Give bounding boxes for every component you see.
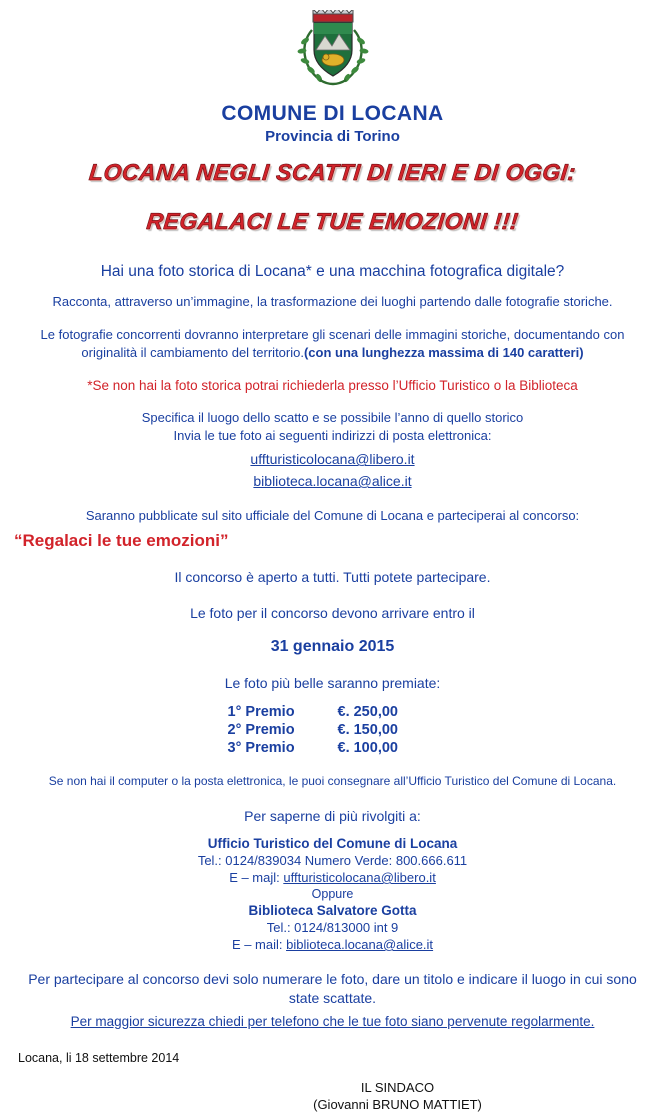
- email-link-biblioteca[interactable]: biblioteca.locana@alice.it: [253, 473, 412, 490]
- signature-block: [14, 1079, 651, 1114]
- prize-label: 2° Premio: [227, 721, 295, 738]
- contact-phone: Tel.: 0124/839034 Numero Verde: 800.666.611: [197, 852, 468, 868]
- coat-of-arms-icon: [290, 10, 376, 94]
- prize-row: [228, 740, 438, 756]
- specifica-line-1: Specifica il luogo dello scatto e se possibile l’anno di quello storico: [141, 410, 524, 426]
- wordart-title-line2: REGALACI LE TUE EMOZIONI !!!: [145, 208, 520, 234]
- contact-email-label: E – majl:: [229, 869, 280, 885]
- contact-name: Ufficio Turistico del Comune di Locana: [207, 835, 458, 851]
- place-and-date: Locana, li 18 settembre 2014: [18, 1050, 180, 1065]
- more-info-heading: Per saperne di più rivolgiti a:: [244, 807, 421, 824]
- contest-open-text: Il concorso è aperto a tutti. Tutti potete partecipare.: [174, 568, 491, 585]
- prize-list: [14, 704, 651, 756]
- security-note: Per maggior sicurezza chiedi per telefono che le tue foto siano pervenute regolarmente.: [70, 1013, 595, 1029]
- subtitle-provincia: Provincia di Torino: [265, 128, 400, 145]
- signature-title: IL SINDACO: [360, 1079, 435, 1095]
- deadline-label: Le foto per il concorso devono arrivare entro il: [190, 604, 475, 621]
- prize-value: €. 150,00: [337, 721, 398, 738]
- no-computer-note: Se non hai il computer o la posta elettronica, le puoi consegnare all’Ufficio Turistico del Comune di Locana.: [48, 773, 617, 788]
- signature-name: (Giovanni BRUNO MATTIET): [313, 1097, 482, 1113]
- wordart-title-line1: LOCANA NEGLI SCATTI DI IERI E DI OGGI:: [87, 159, 578, 185]
- intro-question: Hai una foto storica di Locana* e una macchina fotografica digitale?: [100, 263, 565, 280]
- prize-row: [228, 704, 438, 720]
- specifica-block: [14, 409, 651, 491]
- interpret-text: Le fotografie concorrenti dovranno interpretare gli scenari delle immagini storiche, documentando con originalità il cambiamento del territorio.: [40, 327, 625, 360]
- racconta-text: Racconta, attraverso un’immagine, la trasformazione dei luoghi partendo dalle fotografie storiche.: [52, 294, 613, 309]
- contact-phone: Tel.: 0124/813000 int 9: [266, 919, 399, 935]
- contact-email-label: E – mail:: [231, 936, 283, 952]
- saranno-pubblicate-text: Saranno pubblicate sul sito ufficiale del Comune di Locana e parteciperai al concorso:: [85, 507, 580, 523]
- contact-email-line: [14, 870, 651, 885]
- deadline-date: 31 gennaio 2015: [270, 637, 395, 655]
- interpret-bold-note: (con una lunghezza massima di 140 caratteri): [303, 344, 584, 360]
- specifica-line-2: Invia le tue foto ai seguenti indirizzi di posta elettronica:: [173, 427, 492, 443]
- prize-row: [228, 722, 438, 738]
- contact-email-link[interactable]: biblioteca.locana@alice.it: [286, 936, 434, 952]
- contest-name-quote: “Regalaci le tue emozioni”: [14, 530, 229, 550]
- crest-container: [14, 10, 651, 96]
- prizes-heading: Le foto più belle saranno premiate:: [224, 674, 441, 691]
- prize-value: €. 250,00: [337, 703, 398, 720]
- participation-instructions: Per partecipare al concorso devi solo numerare le foto, dare un titolo e indicare il luogo in cui sono state scattate.: [28, 970, 637, 1006]
- prize-label: 3° Premio: [227, 739, 295, 756]
- oppure-label: Oppure: [311, 886, 354, 901]
- contact-name: Biblioteca Salvatore Gotta: [248, 902, 417, 918]
- interpret-paragraph: [14, 326, 651, 361]
- contact-ufficio-turistico: [14, 836, 651, 901]
- page-title-comune: COMUNE DI LOCANA: [221, 102, 444, 125]
- prize-label: 1° Premio: [227, 703, 295, 720]
- contact-email-line: [14, 937, 651, 952]
- foto-storica-note: *Se non hai la foto storica potrai richiederla presso l’Ufficio Turistico o la Biblioteca: [87, 378, 578, 394]
- email-link-ufficio-turistico[interactable]: uffturisticolocana@libero.it: [250, 451, 415, 468]
- contact-biblioteca: [14, 903, 651, 952]
- prize-value: €. 100,00: [337, 739, 398, 756]
- contact-email-link[interactable]: uffturisticolocana@libero.it: [283, 869, 436, 885]
